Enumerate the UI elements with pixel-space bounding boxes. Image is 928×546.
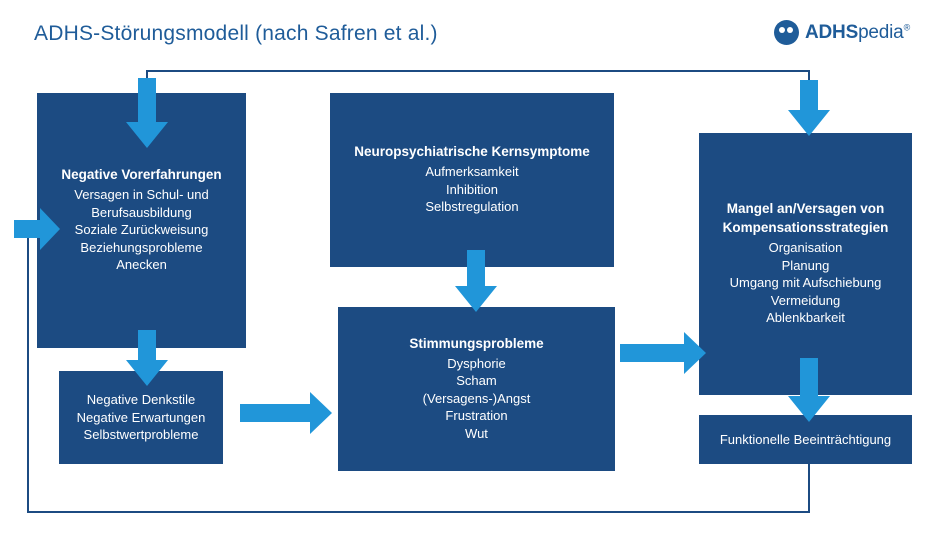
logo-registered-mark: ® [903,22,910,33]
arrow-down-into-vorerfahrungen [126,78,168,148]
box-line: Vermeidung [770,292,841,308]
box-line: Selbstwertprobleme [83,427,199,443]
logo-text-bold: ADHS [805,21,859,43]
box-line: Aufmerksamkeit [425,164,519,180]
box-line: Versagen in Schul- und [74,187,209,203]
box-heading-line: Mangel an/Versagen von [726,201,885,217]
box-line: Ablenkbarkeit [766,310,845,326]
connector-bottom-right-vertical [808,464,810,513]
box-line: Dysphorie [447,355,506,371]
box-funktionelle-beeintraechtigung [699,415,912,464]
box-line: Anecken [116,257,167,273]
box-heading: Negative Vorerfahrungen [61,167,222,183]
adhspedia-logo [774,20,910,45]
box-heading: Stimmungsprobleme [409,335,544,351]
arrow-stimmung-to-kompensation [620,332,706,374]
logo-text [805,22,910,44]
box-line: Soziale Zurückweisung [74,222,209,238]
connector-bottom-left-vertical [27,228,29,513]
box-line: Beziehungsprobleme [80,239,203,255]
arrow-kompensation-to-funktionelle [788,358,830,422]
arrow-vorerfahrungen-to-denkstile [126,330,168,386]
box-line: Inhibition [445,181,499,197]
box-line: Organisation [768,240,843,255]
logo-text-light: pedia [858,21,904,43]
arrow-denkstile-to-stimmung [240,392,332,434]
box-line: Frustration [445,408,508,424]
box-line: Scham [456,373,497,389]
arrow-kernsymptome-to-stimmung [455,250,497,312]
box-line: Wut [465,425,488,441]
arrow-right-into-vorerfahrungen [14,208,60,250]
arrow-down-into-kompensation [788,80,830,136]
box-neuropsychiatrische-kernsymptome [330,93,614,267]
box-mangel-kompensationsstrategien [699,133,912,395]
box-heading-line: Kompensationsstrategien [722,220,889,236]
box-line: Planung [781,257,830,273]
box-line: Umgang mit Aufschiebung [729,275,882,291]
box-heading: Neuropsychiatrische Kernsymptome [354,144,590,160]
connector-top-horizontal [146,70,810,72]
page-title: ADHS-Störungsmodell (nach Safren et al.) [34,22,438,45]
box-line: Funktionelle Beeinträchtigung [719,431,892,447]
box-line: Selbstregulation [425,199,519,215]
connector-bottom-horizontal [27,511,810,513]
box-line: (Versagens-)Angst [422,390,531,406]
box-line: Negative Denkstile [86,392,196,408]
adhspedia-face-icon [774,20,799,45]
box-line: Negative Erwartungen [76,409,206,425]
box-stimmungsprobleme [338,307,615,471]
box-line: Berufsausbildung [91,204,192,220]
